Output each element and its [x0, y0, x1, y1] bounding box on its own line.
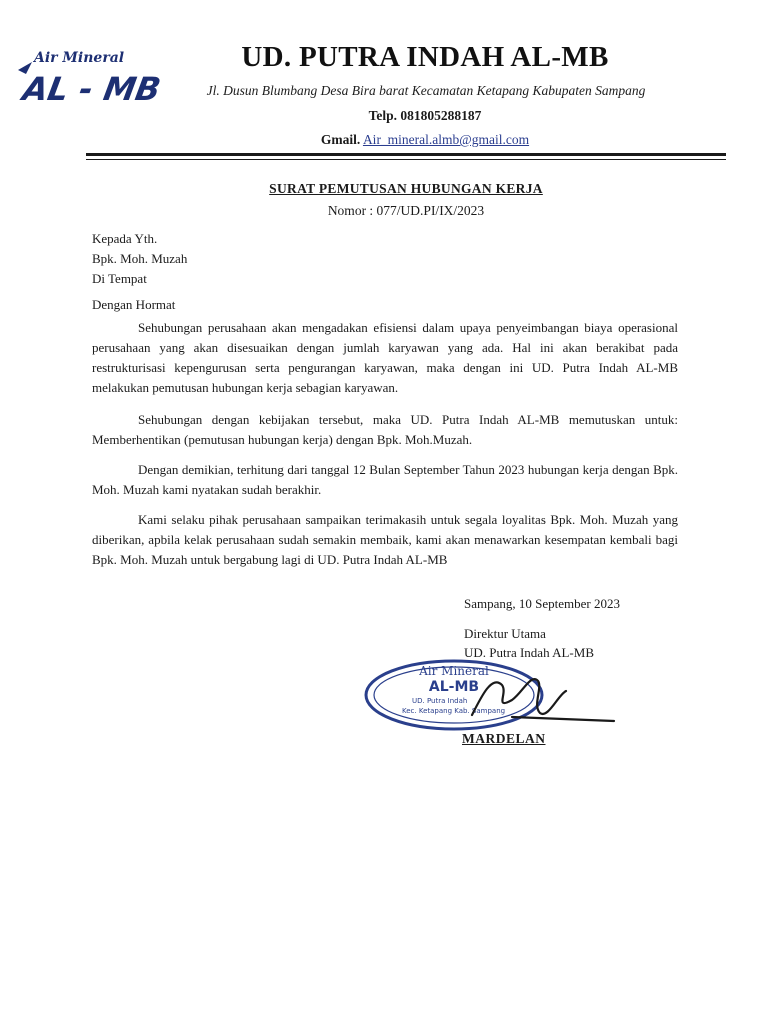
body-paragraph-3: Dengan demikian, terhitung dari tanggal 12 Bulan September Tahun 2023 hubungan kerja dengan Bpk. Moh. Muzah kami nyatakan sudah berakhir.	[92, 462, 678, 497]
greeting: Dengan Hormat	[92, 297, 176, 312]
letter-title: SURAT PEMUTUSAN HUBUNGAN KERJA	[269, 181, 543, 196]
stamp-line-1: Air Mineral	[419, 664, 489, 678]
body-paragraph-4: Kami selaku pihak perusahaan sampaikan terimakasih untuk segala loyalitas Bpk. Moh. Muzah yang diberikan, apbila kelak perusahaan sudah semakin membaik, kami akan menawarkan kesempatan kembali bagi Bpk. Moh. Muzah untuk bergabung lagi di UD. Putra Indah AL-MB	[92, 512, 678, 567]
email-label: Gmail.	[320, 132, 361, 147]
stamp-line-4: Kec. Ketapang Kab. Sampang	[402, 707, 506, 715]
logo-main-text: AL - MB	[20, 70, 164, 108]
stamp-line-3: UD. Putra Indah	[412, 697, 468, 705]
body-paragraph-2: Sehubungan dengan kebijakan tersebut, maka UD. Putra Indah AL-MB memutuskan untuk: Memberhentikan (pemutusan hubungan kerja) dengan Bpk. Moh.Muzah.	[92, 412, 678, 447]
recipient-salutation: Kepada Yth.	[92, 231, 158, 246]
signer-name: MARDELAN	[462, 731, 546, 746]
logo-graphic	[14, 40, 164, 120]
recipient-name: Bpk. Moh. Muzah	[92, 251, 188, 266]
company-name: UD. PUTRA INDAH AL-MB	[241, 41, 609, 73]
header-divider-thin	[86, 159, 726, 160]
company-logo	[14, 40, 164, 120]
recipient-place: Di Tempat	[92, 271, 147, 286]
signer-title: Direktur Utama	[464, 626, 546, 641]
body-paragraph-1: Sehubungan perusahaan akan mengadakan efisiensi dalam upaya penyeimbangan biaya operasional perusahaan yang akan disesuaikan dengan jumlah karyawan yang ada. Hal ini akan berakibat pada restrukturisasi kepengurusan serta pengurangan karyawan, maka dengan ini UD. Putra Indah AL-MB melakukan pemutusan hubungan kerja sebagian karyawan.	[92, 320, 678, 395]
company-email-line	[165, 132, 685, 148]
letter-number: Nomor : 077/UD.PI/IX/2023	[327, 203, 485, 218]
header-divider-thick	[86, 153, 726, 156]
stamp-line-2: AL-MB	[428, 679, 480, 695]
company-stamp	[362, 655, 622, 735]
place-date: Sampang, 10 September 2023	[464, 596, 620, 611]
email-link[interactable]: Air_mineral.almb@gmail.com	[362, 132, 530, 147]
company-phone: Telp. 081805288187	[368, 108, 482, 123]
logo-top-text: Air Mineral	[34, 50, 125, 66]
company-address: Jl. Dusun Blumbang Desa Bira barat Kecamatan Ketapang Kabupaten Sampang	[206, 83, 646, 98]
signer-company: UD. Putra Indah AL-MB	[464, 645, 594, 660]
